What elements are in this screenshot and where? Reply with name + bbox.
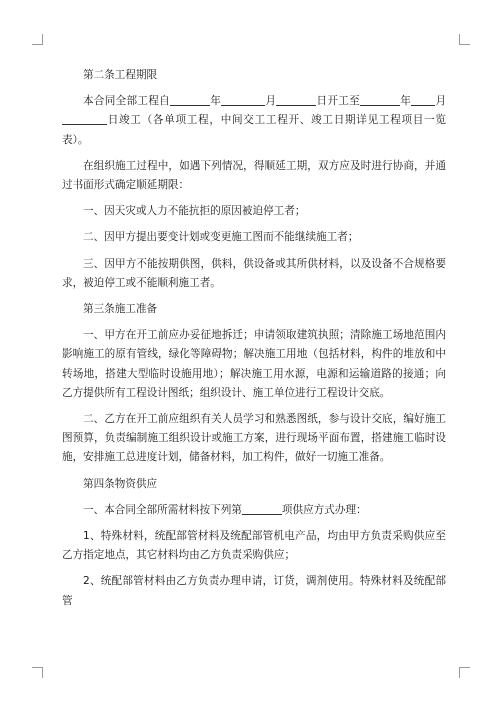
- crop-mark-bottom-right: [459, 667, 470, 678]
- paragraph-party-b-prep: 二、乙方在开工前应组织有关人员学习和熟悉图纸，参与设计交底，编好施工图预算，负责编制施工组织设计或施工方案，进行现场平面布置，搭建施工临时设施，安排施工总进度计划，储备材料，加工构件，做好一切施工准备。: [62, 413, 446, 464]
- blank-start-month[interactable]: [221, 93, 265, 106]
- section-heading-2: 第二条工程期限: [83, 69, 158, 81]
- paragraph-contract-period: [62, 92, 446, 150]
- list-item-3: 三、因甲方不能按期供图，供料，供设备或其所供材料，以及设备不合规格要求，被迫停工或不能顺利施工者。: [62, 257, 446, 289]
- text-span: 本合同全部工程自: [83, 95, 170, 108]
- crop-mark-top-right: [459, 34, 470, 45]
- section-heading-3: 第三条施工准备: [83, 303, 158, 316]
- text-span: 日竣工（各单项工程，中间交工工程开、竣工日期详见工程项目一览表）。: [62, 114, 446, 146]
- text-span: 月: [265, 95, 277, 108]
- paragraph-party-a-prep: 一、甲方在开工前应办妥征地拆迁；申请领取建筑执照；清除施工场地范围内影响施工的原有管线，绿化等障碍物；解决施工用地（包括材料，构件的堆放和中转场地，搭建大型临时设施用地）；解决施工用水源，电源和运输道路的接通；向乙方提供所有工程设计图纸；组织设计、施工单位进行工程设计交底。: [62, 329, 446, 399]
- paragraph-supply-method: [62, 501, 446, 520]
- blank-start-year[interactable]: [170, 93, 210, 106]
- paragraph-supply-1: 1、特殊材料，统配部管材料及统配部管机电产品，均由甲方负责采购供应至乙方指定地点，其它材料均由乙方负责采购供应；: [62, 530, 446, 562]
- text-span: 项供应方式办理：: [281, 503, 367, 516]
- text-span: 年: [400, 95, 412, 108]
- blank-supply-option[interactable]: [242, 502, 282, 515]
- blank-end-year[interactable]: [360, 93, 400, 106]
- list-item-1: 一、因天灾或人力不能抗拒的原因被迫停工者；: [83, 205, 306, 218]
- blank-end-day[interactable]: [62, 112, 107, 125]
- crop-mark-top-left: [32, 34, 43, 45]
- document-body: [62, 66, 446, 618]
- text-span: 年: [209, 95, 222, 108]
- list-item-2: 二、因甲方提出要变计划或变更施工图而不能继续施工者；: [83, 231, 359, 244]
- paragraph-extension: 在组织施工过程中，如遇下列情况，得顺延工期，双方应及时进行协商，并通过书面形式确定顺延期限：: [62, 159, 446, 192]
- text-span: 一、本合同全部所需材料按下列第: [83, 503, 242, 516]
- crop-mark-bottom-left: [32, 667, 43, 678]
- text-span: 日开工至: [316, 95, 361, 108]
- text-span: 月: [435, 95, 447, 108]
- paragraph-supply-2: 2、统配部管材料由乙方负责办理申请，订货，调剂使用。特殊材料及统配部管: [62, 575, 446, 607]
- section-heading-4: 第四条物资供应: [83, 477, 158, 490]
- blank-start-day[interactable]: [276, 93, 316, 106]
- blank-end-month[interactable]: [411, 93, 435, 106]
